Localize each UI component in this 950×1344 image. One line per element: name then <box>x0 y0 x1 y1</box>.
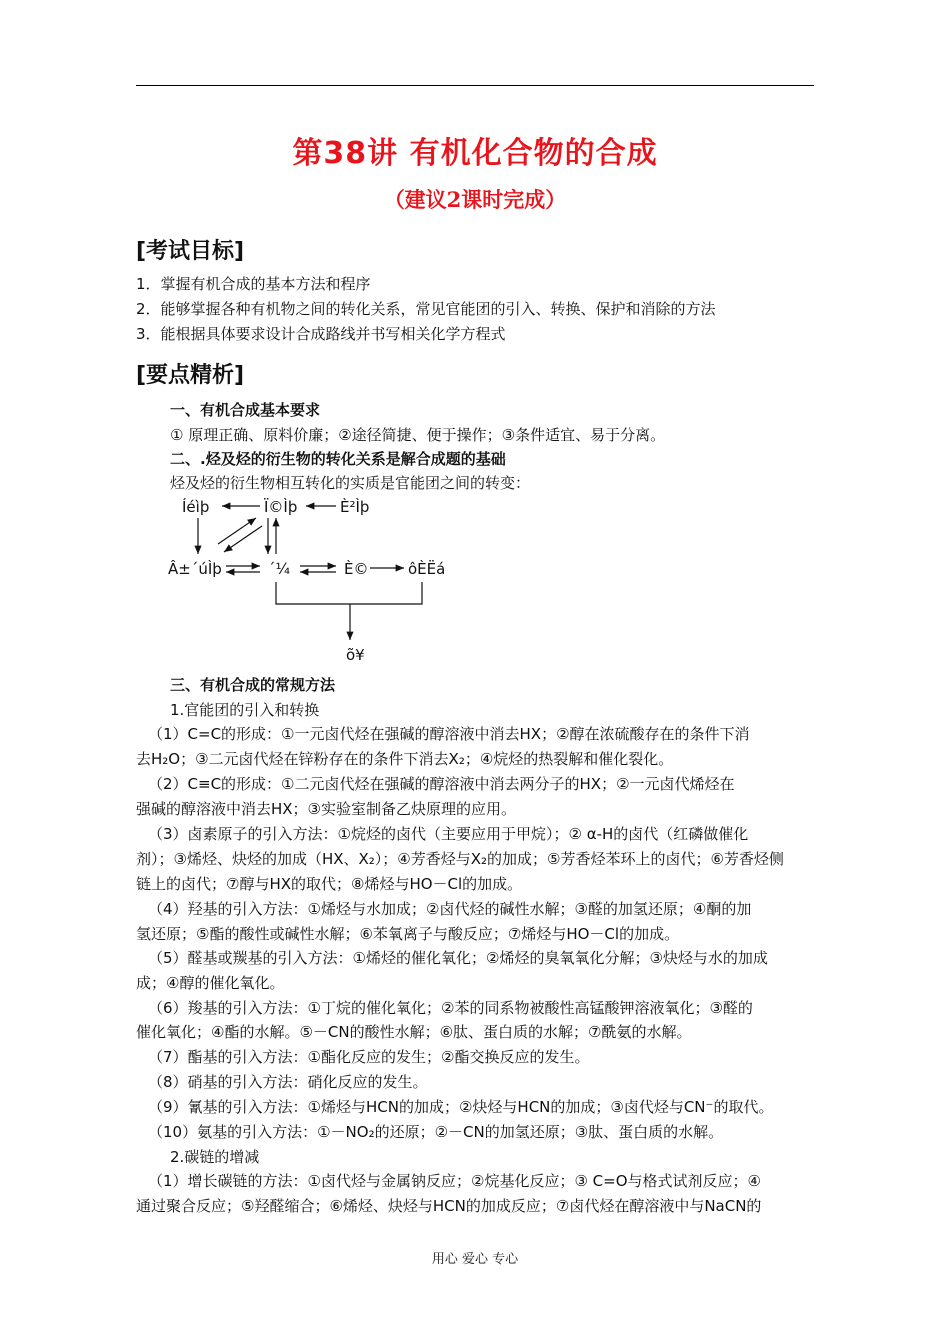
body-line: 剂）；③烯烃、炔烃的加成（HX、X₂）；④芳香烃与X₂的加成；⑤芳香烃苯环上的卤代；⑥芳香烃侧 <box>136 850 784 868</box>
body-line: 1.官能团的引入和转换 <box>170 701 320 719</box>
goal-item: 3．能根据具体要求设计合成路线并书写相关化学方程式 <box>136 325 506 343</box>
top-rule <box>136 85 814 86</box>
body-line: （1）增长碳链的方法：①卤代烃与金属钠反应；②烷基化反应；③ C=O与格式试剂反应；④ <box>148 1172 761 1190</box>
part1-text: ① 原理正确、原料价廉；②途径简捷、便于操作；③条件适宜、易于分离。 <box>170 426 666 444</box>
node-aldehyde: È© <box>344 560 369 578</box>
body-line: （5）醛基或羰基的引入方法：①烯烃的催化氧化；②烯烃的臭氧氧化分解；③炔烃与水的加成 <box>148 949 768 967</box>
page-title: 第38讲 有机化合物的合成 <box>292 136 658 171</box>
body-line: 链上的卤代；⑦醇与HX的取代；⑧烯烃与HO－Cl的加成。 <box>136 875 523 893</box>
body-line: （6）羧基的引入方法：①丁烷的催化氧化；②苯的同系物被酸性高锰酸钾溶液氧化；③醛的 <box>148 999 753 1017</box>
body-line: （4）羟基的引入方法：①烯烃与水加成；②卤代烃的碱性水解；③醛的加氢还原；④酮的加 <box>148 900 752 918</box>
body-line: （10）氨基的引入方法：①－NO₂的还原；②－CN的加氢还原；③肽、蛋白质的水解。 <box>148 1123 724 1141</box>
body-line: （1）C=C的形成：①一元卤代烃在强碱的醇溶液中消去HX；②醇在浓硫酸存在的条件下消 <box>148 725 750 743</box>
body-line: （9）氰基的引入方法：①烯烃与HCN的加成；②炔烃与HCN的加成；③卤代烃与CN⁻的取代。 <box>148 1098 774 1116</box>
body-line: 催化氧化；④酯的水解。⑤－CN的酸性水解；⑥肽、蛋白质的水解；⑦酰氨的水解。 <box>136 1023 692 1041</box>
goals-heading: [考试目标] <box>136 239 245 264</box>
node-ester: õ¥ <box>346 646 365 664</box>
node-alkene: Ï©Ìþ <box>264 498 298 516</box>
body-line: 成；④醇的催化氧化。 <box>136 974 285 992</box>
goal-item: 2．能够掌握各种有机物之间的转化关系，常见官能团的引入、转换、保护和消除的方法 <box>136 300 716 318</box>
body-line: 强碱的醇溶液中消去HX；③实验室制备乙炔原理的应用。 <box>136 800 517 818</box>
node-alkane: Íéìþ <box>182 498 210 516</box>
node-haloalkane: Â±´úÌþ <box>168 560 222 578</box>
body-line: 去H₂O；③二元卤代烃在锌粉存在的条件下消去X₂；④烷烃的热裂解和催化裂化。 <box>136 750 674 768</box>
page-subtitle: （建议2课时完成） <box>383 187 567 212</box>
part1-heading: 一、有机合成基本要求 <box>170 401 321 419</box>
part2-heading: 二、.烃及烃的衍生物的转化关系是解合成题的基础 <box>170 450 506 468</box>
node-alcohol: ´¼ <box>268 560 291 578</box>
body-line: 通过聚合反应；⑤羟醛缩合；⑥烯烃、炔烃与HCN的加成反应；⑦卤代烃在醇溶液中与NaCN的 <box>136 1197 762 1215</box>
goal-item: 1．掌握有机合成的基本方法和程序 <box>136 275 371 293</box>
part2-text: 烃及烃的衍生物相互转化的实质是官能团之间的转变： <box>170 474 531 492</box>
body-line: （7）酯基的引入方法：①酯化反应的发生；②酯交换反应的发生。 <box>148 1048 590 1066</box>
page-footer: 用心 爱心 专心 <box>431 1252 519 1267</box>
node-acid: ôÈËá <box>408 560 446 578</box>
body-line: （8）硝基的引入方法：硝化反应的发生。 <box>148 1073 428 1091</box>
body-line: 氢还原；⑤酯的酸性或碱性水解；⑥苯氧离子与酸反应；⑦烯烃与HO－Cl的加成。 <box>136 925 680 943</box>
body-line: （2）C≡C的形成：①二元卤代烃在强碱的醇溶液中消去两分子的HX；②一元卤代烯烃在 <box>148 775 735 793</box>
body-line: 2.碳链的增减 <box>170 1148 260 1166</box>
analysis-heading: [要点精析] <box>136 363 245 388</box>
body-line: （3）卤素原子的引入方法：①烷烃的卤代（主要应用于甲烷）；② α-H的卤代（红磷做催化 <box>148 825 749 843</box>
conversion-diagram <box>160 494 480 664</box>
node-alkyne: È²Ìþ <box>340 498 370 516</box>
part3-heading: 三、有机合成的常规方法 <box>170 676 336 694</box>
